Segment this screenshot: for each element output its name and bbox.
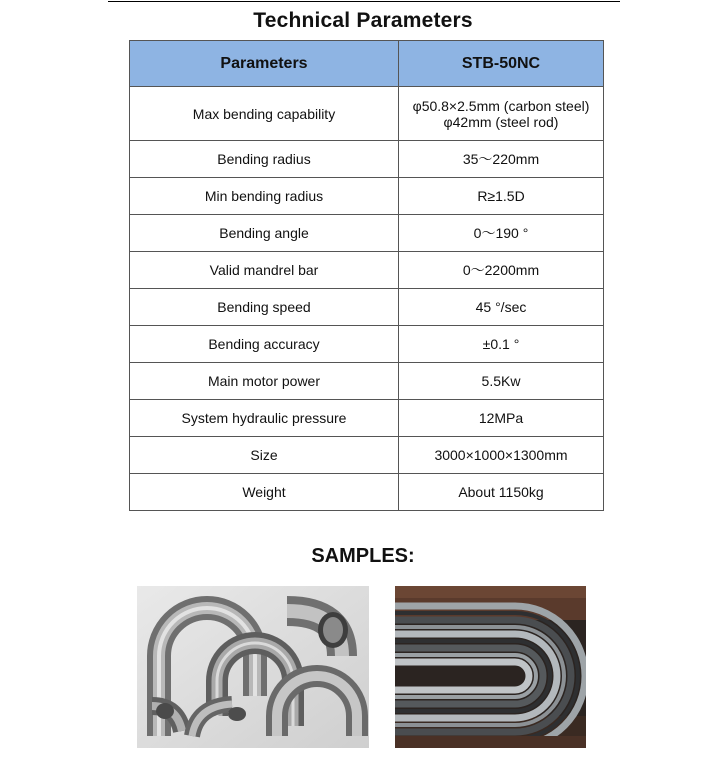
table-row — [130, 178, 604, 215]
param-value: 5.5Kw — [399, 363, 604, 400]
param-name: System hydraulic pressure — [130, 400, 399, 437]
param-value — [399, 87, 604, 141]
param-name: Size — [130, 437, 399, 474]
table-row — [130, 400, 604, 437]
param-name: Max bending capability — [130, 87, 399, 141]
param-name: Bending accuracy — [130, 326, 399, 363]
param-name: Main motor power — [130, 363, 399, 400]
param-value: ±0.1 ° — [399, 326, 604, 363]
param-value: 0～190 ° — [399, 215, 604, 252]
sample-photo-u-bend-tubes — [395, 586, 586, 748]
sample-photo-bent-pipes — [137, 586, 369, 748]
top-divider — [108, 1, 620, 2]
table-row — [130, 252, 604, 289]
param-value: 35～220mm — [399, 141, 604, 178]
param-name: Bending speed — [130, 289, 399, 326]
table-row — [130, 141, 604, 178]
param-value-line1: φ50.8×2.5mm (carbon steel) — [412, 97, 590, 114]
table-row — [130, 87, 604, 141]
param-value: R≥1.5D — [399, 178, 604, 215]
table-row — [130, 363, 604, 400]
table-row — [130, 474, 604, 511]
param-name: Bending angle — [130, 215, 399, 252]
param-value: 12MPa — [399, 400, 604, 437]
param-value: 45 °/sec — [399, 289, 604, 326]
table-row — [130, 326, 604, 363]
param-value: About 1150kg — [399, 474, 604, 511]
param-value: 0～2200mm — [399, 252, 604, 289]
param-value-line2: φ42mm (steel rod) — [443, 113, 559, 130]
parameters-table — [129, 40, 604, 511]
table-row — [130, 215, 604, 252]
table-header-row — [130, 41, 604, 87]
param-name: Min bending radius — [130, 178, 399, 215]
page-title: Technical Parameters — [253, 9, 473, 32]
param-name: Bending radius — [130, 141, 399, 178]
header-model: STB-50NC — [399, 41, 604, 87]
table-row — [130, 289, 604, 326]
param-name: Valid mandrel bar — [130, 252, 399, 289]
param-name: Weight — [130, 474, 399, 511]
samples-heading: SAMPLES: — [311, 545, 415, 567]
header-parameters: Parameters — [130, 41, 399, 87]
param-value: 3000×1000×1300mm — [399, 437, 604, 474]
table-row — [130, 437, 604, 474]
